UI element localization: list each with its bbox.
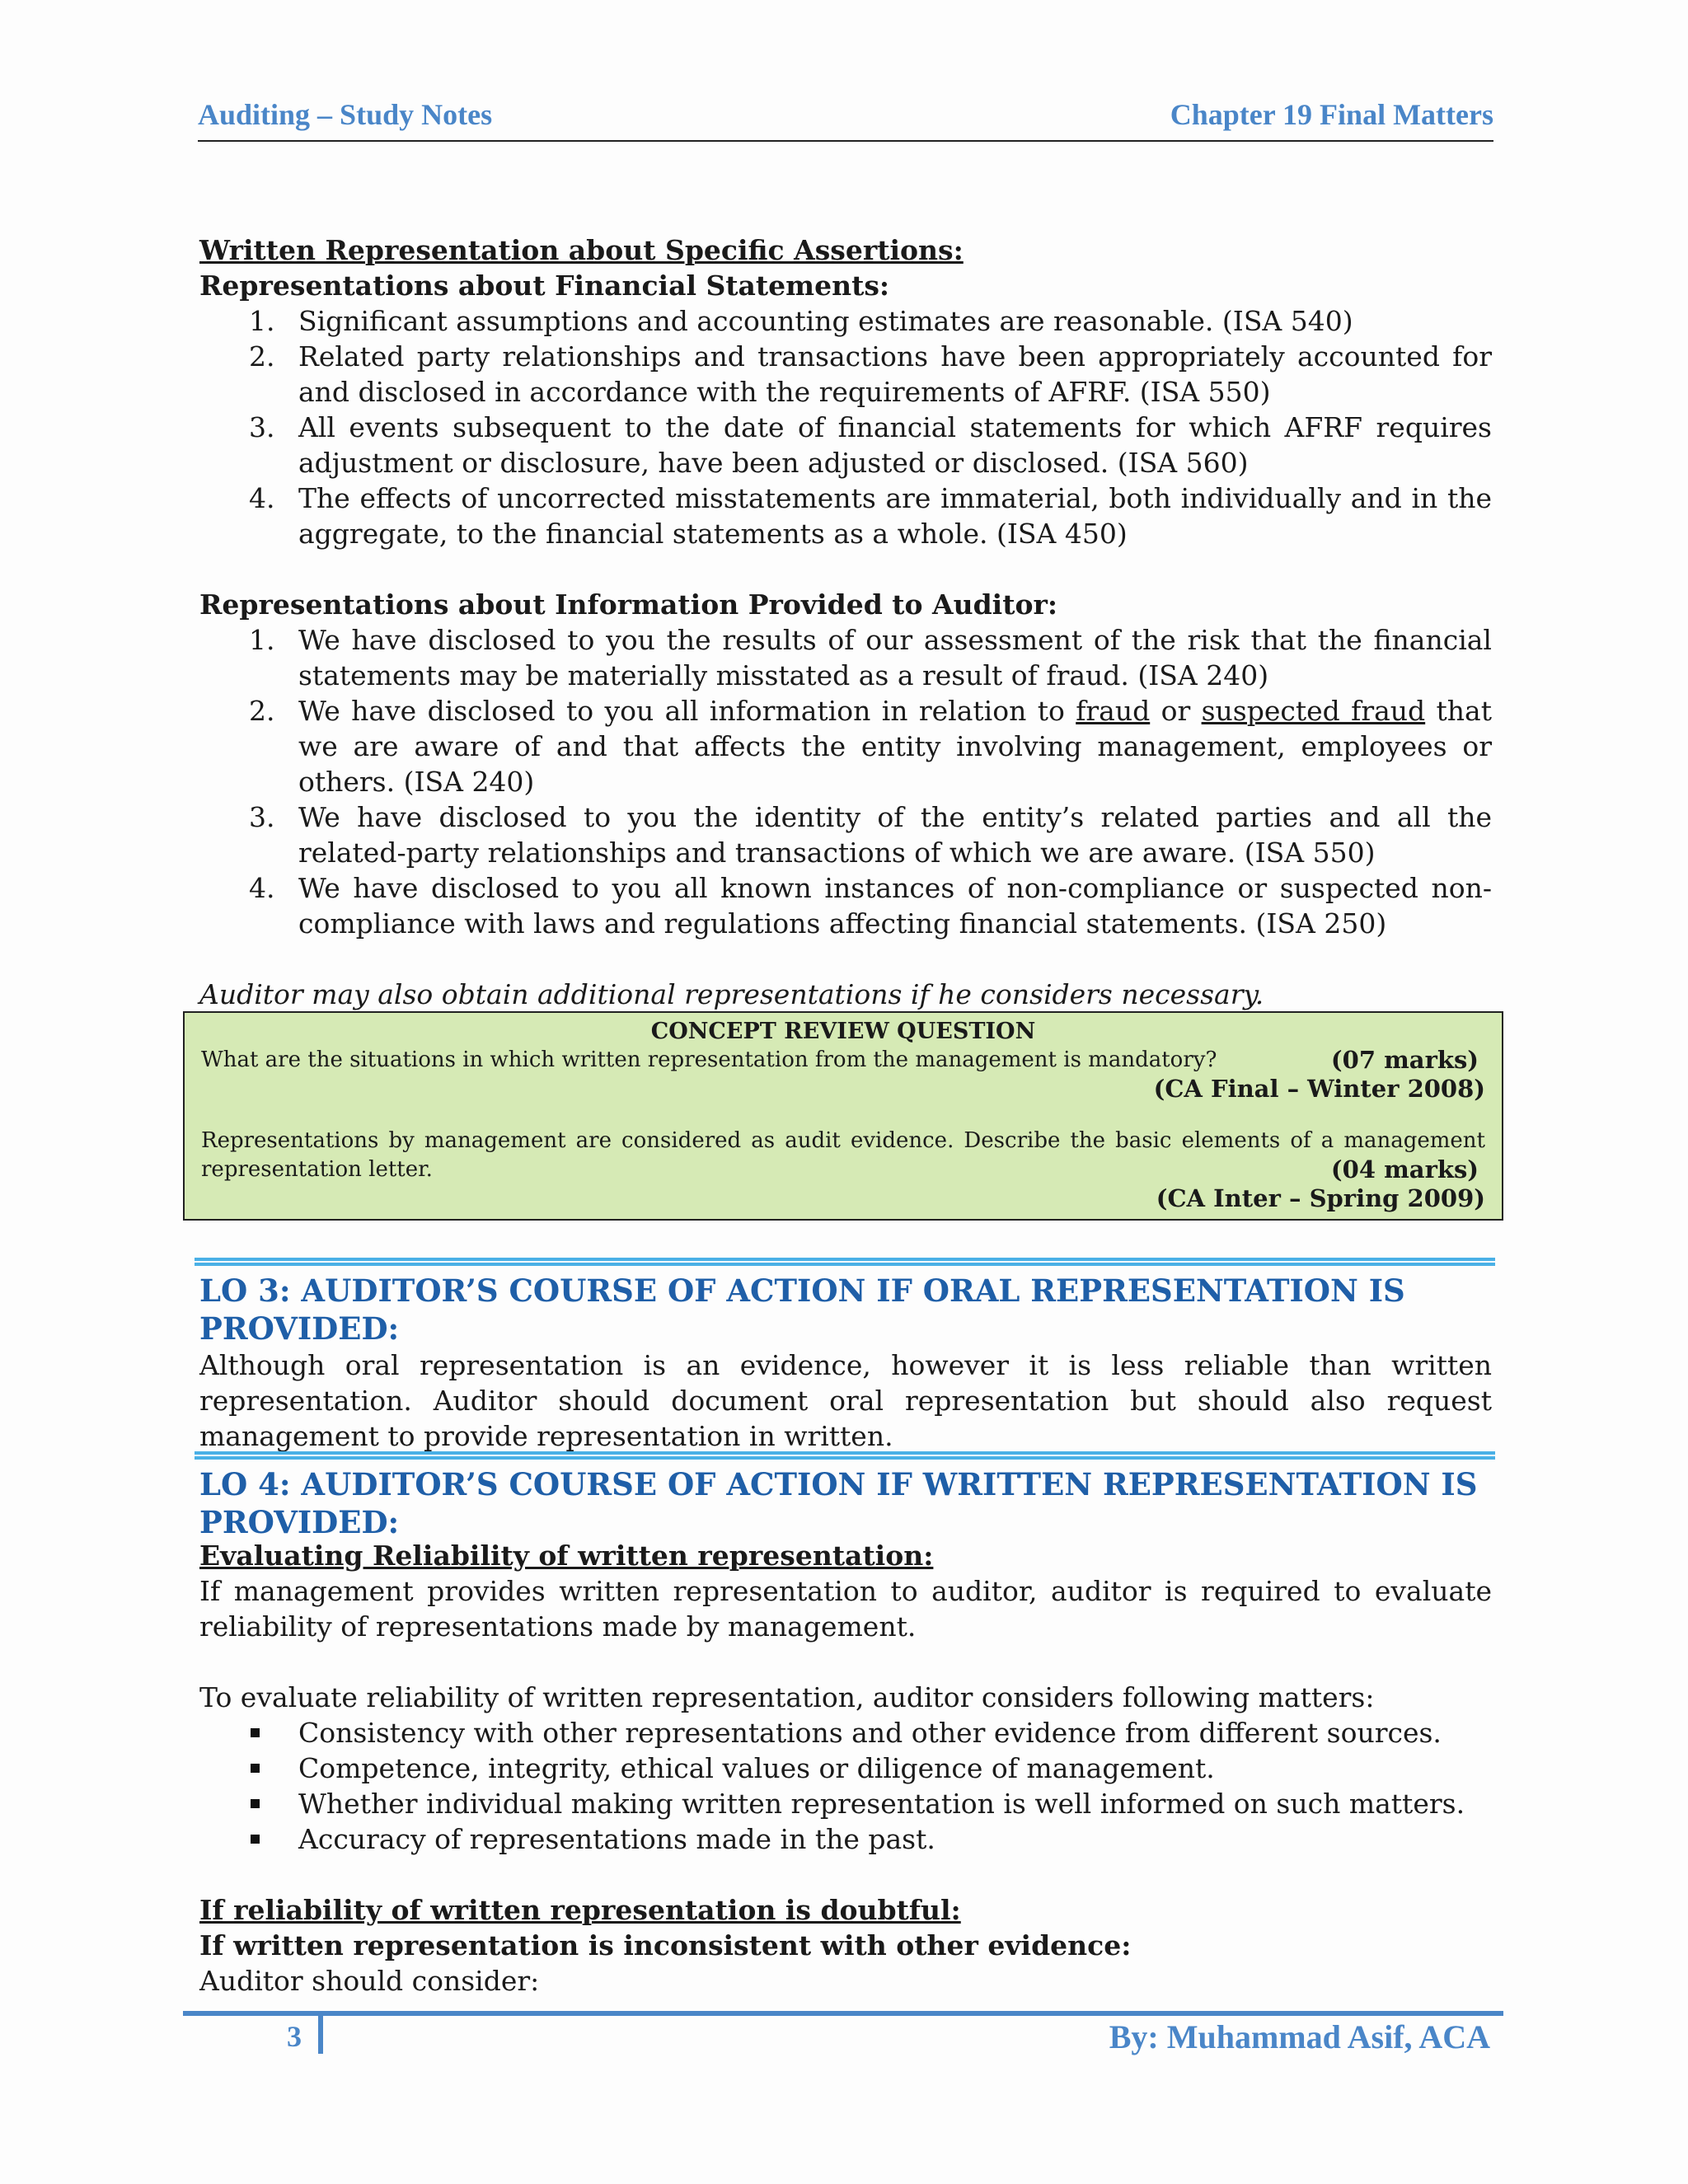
question-1-source: (CA Final – Winter 2008) bbox=[1153, 1075, 1485, 1103]
header-right-chapter: Chapter 19 Final Matters bbox=[1170, 98, 1493, 131]
lo4-heading: LO 4: AUDITOR’S COURSE OF ACTION IF WRITTEN REPRESENTATION IS PROVIDED: bbox=[199, 1466, 1478, 1540]
section-specific-assertions bbox=[199, 232, 1492, 1012]
subheading-financial-statements: Representations about Financial Statements: bbox=[199, 269, 890, 302]
question-1-marks: (07 marks) bbox=[1330, 1046, 1479, 1074]
list-item: 4. The effects of uncorrected misstatements are immaterial, both individually and in the aggregate, to the financial statements as a whole. (ISA 450) bbox=[249, 482, 1492, 550]
lo4-divider bbox=[195, 1451, 1495, 1460]
inconsistent-evidence-heading: If written representation is inconsistent with other evidence: bbox=[199, 1929, 1132, 1961]
list-item: 1. We have disclosed to you the results of our assessment of the risk that the financial statements may be materially misstated as a result of fraud. (ISA 240) bbox=[249, 624, 1492, 691]
fs-representation-list bbox=[199, 303, 1492, 551]
info-representation-list bbox=[199, 622, 1492, 941]
list-item: 2. We have disclosed to you all information in relation to fraud or suspected fraud that we are aware of and that affects the entity involving management, employees or others. (ISA 240) bbox=[249, 695, 1492, 798]
lo4-paragraph-1: If management provides written representation to auditor, auditor is required to evaluate reliability of representations made by management. bbox=[199, 1575, 1492, 1643]
question-1: What are the situations in which written representation from the management is mandatory? (07 marks) bbox=[201, 1046, 1479, 1074]
section-lo3 bbox=[199, 1272, 1492, 1454]
footer-rule bbox=[183, 2011, 1503, 2016]
list-item: 1. Significant assumptions and accounting estimates are reasonable. (ISA 540) bbox=[249, 305, 1353, 337]
subheading-information-provided: Representations about Information Provided to Auditor: bbox=[199, 588, 1058, 621]
suspected-fraud-term: suspected fraud bbox=[1201, 695, 1426, 727]
lo3-heading: LO 3: AUDITOR’S COURSE OF ACTION IF ORAL REPRESENTATION IS PROVIDED: bbox=[199, 1272, 1405, 1347]
list-item: Consistency with other representations and other evidence from different sources. bbox=[199, 1715, 1492, 1750]
page-header bbox=[198, 97, 1493, 142]
list-item: 3. We have disclosed to you the identity of the entity’s related parties and all the related-party relationships and transactions of which we are aware. (ISA 550) bbox=[249, 801, 1492, 869]
square-bullet-icon bbox=[251, 1764, 260, 1773]
page-number: 3 bbox=[287, 2020, 302, 2053]
concept-review-box bbox=[183, 1011, 1503, 1221]
section-heading: Written Representation about Specific Assertions: bbox=[199, 234, 964, 266]
concept-review-title: CONCEPT REVIEW QUESTION bbox=[650, 1019, 1036, 1044]
list-item: 2. Related party relationships and transactions have been appropriately accounted for and disclosed in accordance with the requirements of AFRF. (ISA 550) bbox=[249, 340, 1492, 408]
doubtful-reliability-heading: If reliability of written representation is doubtful: bbox=[199, 1894, 961, 1926]
footer-author: By: Muhammad Asif, ACA bbox=[1109, 2018, 1490, 2055]
list-item: 3. All events subsequent to the date of financial statements for which AFRF requires adjustment or disclosure, have been adjusted or disclosed. (ISA 560) bbox=[249, 411, 1492, 479]
footer-page-divider bbox=[318, 2011, 323, 2054]
question-2-source: (CA Inter – Spring 2009) bbox=[1156, 1184, 1485, 1212]
square-bullet-icon bbox=[251, 1728, 260, 1737]
lo3-text: Although oral representation is an evidence, however it is less reliable than written representation. Auditor should document oral representation but should also request management to provide representation in written. bbox=[199, 1349, 1492, 1452]
list-item: Competence, integrity, ethical values or diligence of management. bbox=[199, 1750, 1492, 1786]
reliability-matters-list bbox=[199, 1715, 1492, 1857]
list-item: 4. We have disclosed to you all known instances of non-compliance or suspected non-compliance with laws and regulations affecting financial statements. (ISA 250) bbox=[249, 872, 1492, 940]
list-item: Accuracy of representations made in the past. bbox=[199, 1821, 1492, 1857]
lo3-divider bbox=[195, 1258, 1495, 1266]
auditor-should-consider: Auditor should consider: bbox=[199, 1965, 540, 1997]
square-bullet-icon bbox=[251, 1799, 260, 1808]
section-lo4 bbox=[199, 1465, 1492, 1999]
question-2: Representations by management are considered as audit evidence. Describe the basic elements of a management representation letter. bbox=[201, 1128, 1485, 1182]
list-item: Whether individual making written representation is well informed on such matters. bbox=[199, 1786, 1492, 1821]
question-2-marks: (04 marks) bbox=[1330, 1155, 1479, 1183]
lo4-subheading: Evaluating Reliability of written representation: bbox=[199, 1540, 934, 1572]
header-left-title: Auditing – Study Notes bbox=[198, 98, 493, 131]
lo4-paragraph-2: To evaluate reliability of written representation, auditor considers following matters: bbox=[199, 1681, 1375, 1713]
fraud-term: fraud bbox=[1076, 695, 1151, 727]
additional-representations-note: Auditor may also obtain additional representations if he considers necessary. bbox=[199, 978, 1264, 1010]
square-bullet-icon bbox=[251, 1835, 260, 1844]
